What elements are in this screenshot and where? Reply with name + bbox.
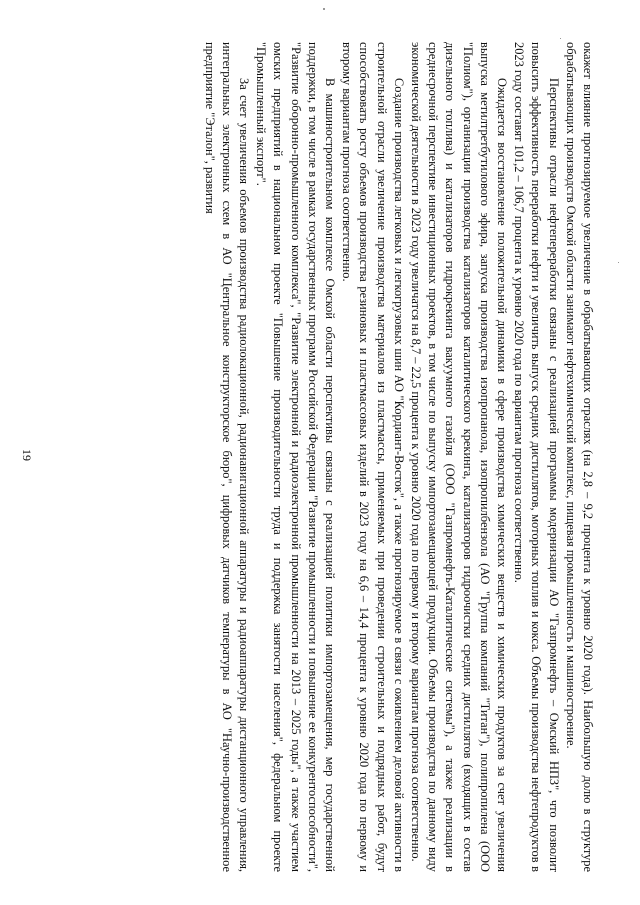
paragraph-6: За счет увеличения объемов производства радиолокационной, радионавигационной аппаратуры и радиоаппаратуры дистанционного управления, интегральных электронных схем в АО "Центральное конструкторское бюро", цифровых датчиков температуры в АО "Научно-производственное предприятие "Эталон", развития — [202, 42, 251, 872]
paragraph-4: Создание производства легковых и легкогрузовых шин АО "Кордиант-Восток", а также прогнозируемое в связи с оживлением деловой активности в строительной отрасли увеличение производства материалов из пластмассы, применяемых при проведении строительных и подрядных работ, будут способствовать росту объемов производства резиновых и пластмассовых изделий в 2023 году на 6,6 – 14,4 процента к уровню 2020 года по первому и второму вариантам прогноза соответственно. — [340, 42, 406, 872]
paragraph-2: Перспективы отрасли нефтепереработки связаны с реализацией программы модернизации АО "Газпромнефть – Омский НПЗ", что позволит повысить эффективность переработки нефти и увеличить выпуск средних дистиллятов, моторных топлив и кокса. Объемы производства нефтепродуктов в 2023 году составят 101,2 – 106,7 процента к уровню 2020 года по вариантам прогноза соответственно. — [512, 42, 561, 872]
rotated-text-block — [56, 42, 596, 872]
page-number: 19 — [20, 449, 34, 461]
paragraph-1: окажет влияние прогнозируемое увеличение в обрабатывающих отраслях (на 2,8 – 9,2 процента к уровню 2020 года). Наибольшую долю в структуре обрабатывающих производств Омской области занимают нефтехимический комплекс, пищевая промышленность и машиностроение. — [563, 42, 595, 872]
scan-speck — [560, 38, 561, 39]
scan-speck — [618, 262, 619, 263]
paragraph-5: В машиностроительном комплексе Омской области перспективы связаны с реализацией политики импортозамещения, мер государственной поддержки, в том числе в рамках государственных программ Российской Федерации "Развитие промышленности и повышение ее конкурентоспособности", "Развитие оборонно-промышленного комплекса", "Развитие электронной и радиоэлектронной промышленности на 2013 – 2025 годы", а также участием омских предприятий в национальном проекте "Повышение производительности труда и поддержка занятости населения", федеральном проекте "Промышленный экспорт". — [254, 42, 337, 872]
document-body — [56, 42, 596, 872]
scan-speck — [323, 8, 325, 10]
paragraph-3: Ожидается восстановление положительной динамики в сфере производства химических веществ и химических продуктов за счет увеличения выпуска метилтретбутилового эфира, запуска производства изопропанола, изопропилбензола (АО "Группа компаний "Титан"), полипропилена (ООО "Полиом"), организации производства катализаторов каталитического крекинга, катализаторов гидроочистки средних дистиллятов (входящих в состав дизельного топлива) и катализаторов гидрокрекинга вакуумного газойля (ООО "Газпромнефть-Каталитические системы"), а также реализации в среднесрочной перспективе инвестиционных проектов, в том числе по выпуску импортозамещающей продукции. Объемы производства по данному виду экономической деятельности в 2023 году увеличатся на 8,7 – 22,5 процента к уровню 2020 года по первому и второму вариантам прогноза соответственно. — [408, 42, 509, 872]
